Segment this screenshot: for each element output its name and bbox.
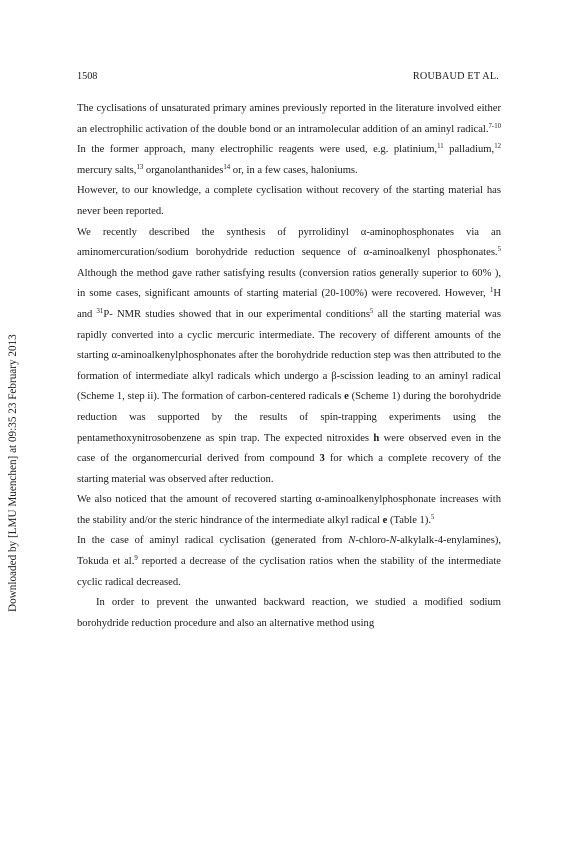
citation-superscript: 11	[437, 143, 444, 151]
citation-superscript: 13	[136, 163, 144, 171]
text-run: We also noticed that the amount of recovered starting α-aminoalkenylphosphonate increases with the stability and/or the steric hindrance of the intermediate alkyl radical	[77, 494, 501, 526]
citation-superscript: 5	[370, 307, 374, 315]
text-run: We recently described the synthesis of pyrrolidinyl α-aminophosphonates via an aminomercuration/sodium borohydride reduction sequence of α-aminoalkenyl phosphonates.	[77, 226, 501, 259]
text-run: -chloro-	[355, 535, 390, 547]
citation-superscript: 1	[489, 287, 494, 295]
paragraph	[77, 593, 501, 634]
citation-superscript: 12	[494, 143, 501, 151]
text-run: -alkylalk-4-enylamines), Tokuda et al.	[77, 535, 501, 568]
text-run: mercury salts,	[77, 164, 137, 176]
citation-superscript: 5	[497, 246, 501, 254]
running-head: ROUBAUD ET AL.	[412, 71, 499, 82]
text-run: (Table 1).	[387, 514, 432, 526]
text-run: P- NMR studies showed that in our experimental conditions	[103, 308, 371, 320]
italic-text: N	[389, 535, 397, 547]
citation-superscript: 31	[96, 307, 104, 315]
italic-text: N	[348, 535, 356, 547]
citation-superscript: 9	[134, 555, 138, 563]
compound-label: h	[373, 432, 380, 444]
paragraph	[77, 223, 501, 491]
text-run: all the starting material was rapidly converted into a cyclic mercuric intermediate. The recovery of different amounts of the starting α-aminoalkenylphosphonates after the borohydride reduction step was then attributed to the formation of intermediate alkyl radicals which undergo a β-scission leading to an aminyl radical (Scheme 1, step ii). The formation of carbon-centered radicals	[77, 308, 501, 403]
compound-label: e	[382, 514, 388, 526]
paragraph	[77, 531, 501, 593]
paragraph	[77, 99, 501, 181]
text-run: organolanthanides	[143, 164, 224, 176]
text-run: H and	[77, 288, 501, 320]
page-number: 1508	[77, 71, 98, 82]
download-watermark: Downloaded by [LMU Muenchen] at 09:35 23 February 2013	[7, 334, 19, 612]
text-run: Although the method gave rather satisfying results (conversion ratios generally superior to 60% ), in some cases, significant amounts of starting material (20-100%) were recovered. However,	[77, 267, 501, 300]
paragraph	[77, 490, 501, 531]
article-body	[77, 99, 501, 634]
compound-label: 3	[319, 453, 325, 465]
text-run: In order to prevent the unwanted backward reaction, we studied a modified sodium borohydride reduction procedure and also an alternative method using	[77, 597, 501, 629]
text-run: However, to our knowledge, a complete cyclisation without recovery of the starting material has never been reported.	[77, 185, 501, 217]
text-run: reported a decrease of the cyclisation ratios when the stability of the intermediate cyclic radical decreased.	[77, 556, 502, 588]
text-run: for which a complete recovery of the starting material was observed after reduction.	[77, 453, 501, 485]
compound-label: e	[344, 391, 349, 403]
paragraph	[77, 181, 501, 222]
text-run: In the former approach, many electrophilic reagents were used, e.g. platinium,	[77, 144, 438, 156]
citation-superscript: 5	[431, 513, 435, 521]
text-run: palladium,	[443, 144, 495, 156]
text-run: In the case of aminyl radical cyclisation (generated from	[77, 535, 349, 547]
citation-superscript: 7-10	[488, 122, 501, 130]
citation-superscript: 14	[223, 163, 231, 171]
text-run: were observed even in the case of the organomercurial derived from compound	[77, 432, 502, 465]
text-run: or, in a few cases, haloniums.	[230, 164, 358, 176]
text-run: (Scheme 1) during the borohydride reduction was supported by the results of spin-trapping experiments using the pentamethoxynitrosobenzene as spin trap. The expected nitroxides	[77, 391, 501, 444]
text-run: The cyclisations of unsaturated primary amines previously reported in the literature involved either an electrophilic activation of the double bond or an intramolecular addition of an aminyl radical.	[77, 103, 501, 135]
